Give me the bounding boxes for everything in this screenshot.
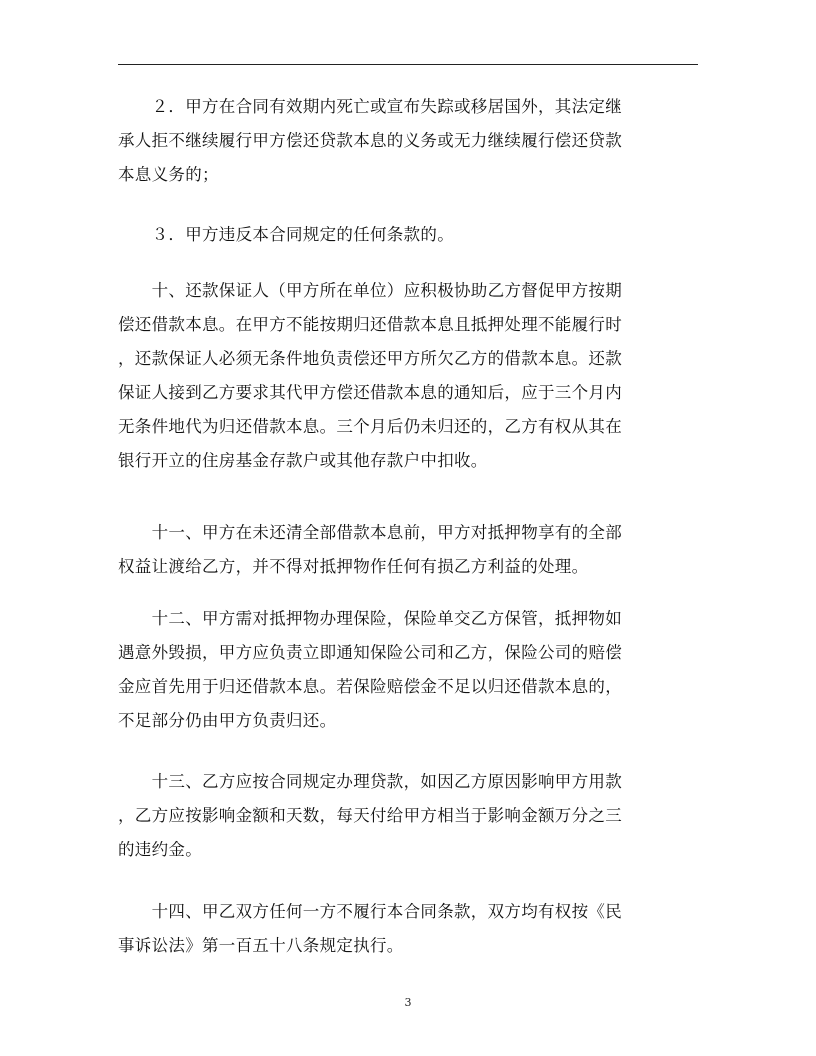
text-line: 遇意外毁损，甲方应负责立即通知保险公司和乙方，保险公司的赔偿	[118, 643, 622, 662]
paragraph-article-10	[118, 274, 702, 478]
text-line: 本息义务的；	[118, 165, 219, 184]
paragraph-clause-2	[118, 90, 702, 192]
paragraph-clause-3	[118, 218, 702, 252]
paragraph-article-14	[118, 895, 702, 963]
text-line: 银行开立的住房基金存款户或其他存款户中扣收。	[118, 451, 488, 470]
text-line: 十三、乙方应按合同规定办理贷款，如因乙方原因影响甲方用款	[118, 772, 622, 791]
text-line: 十四、甲乙双方任何一方不履行本合同条款，双方均有权按《民	[118, 902, 622, 921]
header-rule	[118, 64, 698, 65]
text-line: ，还款保证人必须无条件地负责偿还甲方所欠乙方的借款本息。还款	[118, 349, 622, 368]
text-line: 金应首先用于归还借款本息。若保险赔偿金不足以归还借款本息的，	[118, 677, 622, 696]
text-line: 十一、甲方在未还清全部借款本息前，甲方对抵押物享有的全部	[118, 523, 622, 542]
text-line: 的违约金。	[118, 840, 202, 859]
text-line: ，乙方应按影响金额和天数，每天付给甲方相当于影响金额万分之三	[118, 806, 622, 825]
text-line: 权益让渡给乙方，并不得对抵押物作任何有损乙方利益的处理。	[118, 557, 589, 576]
text-line: 承人拒不继续履行甲方偿还贷款本息的义务或无力继续履行偿还贷款	[118, 131, 622, 150]
paragraph-article-11	[118, 516, 702, 584]
paragraph-article-12	[118, 602, 702, 738]
text-line: ３．甲方违反本合同规定的任何条款的。	[118, 225, 454, 244]
text-line: 事诉讼法》第一百五十八条规定执行。	[118, 936, 404, 955]
text-line: 保证人接到乙方要求其代甲方偿还借款本息的通知后，应于三个月内	[118, 383, 622, 402]
text-line: 偿还借款本息。在甲方不能按期归还借款本息且抵押处理不能履行时	[118, 315, 622, 334]
text-line: ２．甲方在合同有效期内死亡或宣布失踪或移居国外，其法定继	[118, 97, 622, 116]
text-line: 不足部分仍由甲方负责归还。	[118, 711, 337, 730]
text-line: 无条件地代为归还借款本息。三个月后仍未归还的，乙方有权从其在	[118, 417, 622, 436]
text-line: 十二、甲方需对抵押物办理保险，保险单交乙方保管，抵押物如	[118, 609, 622, 628]
text-line: 十、还款保证人（甲方所在单位）应积极协助乙方督促甲方按期	[118, 281, 622, 300]
page-number: 3	[404, 996, 412, 1009]
paragraph-article-13	[118, 765, 702, 867]
